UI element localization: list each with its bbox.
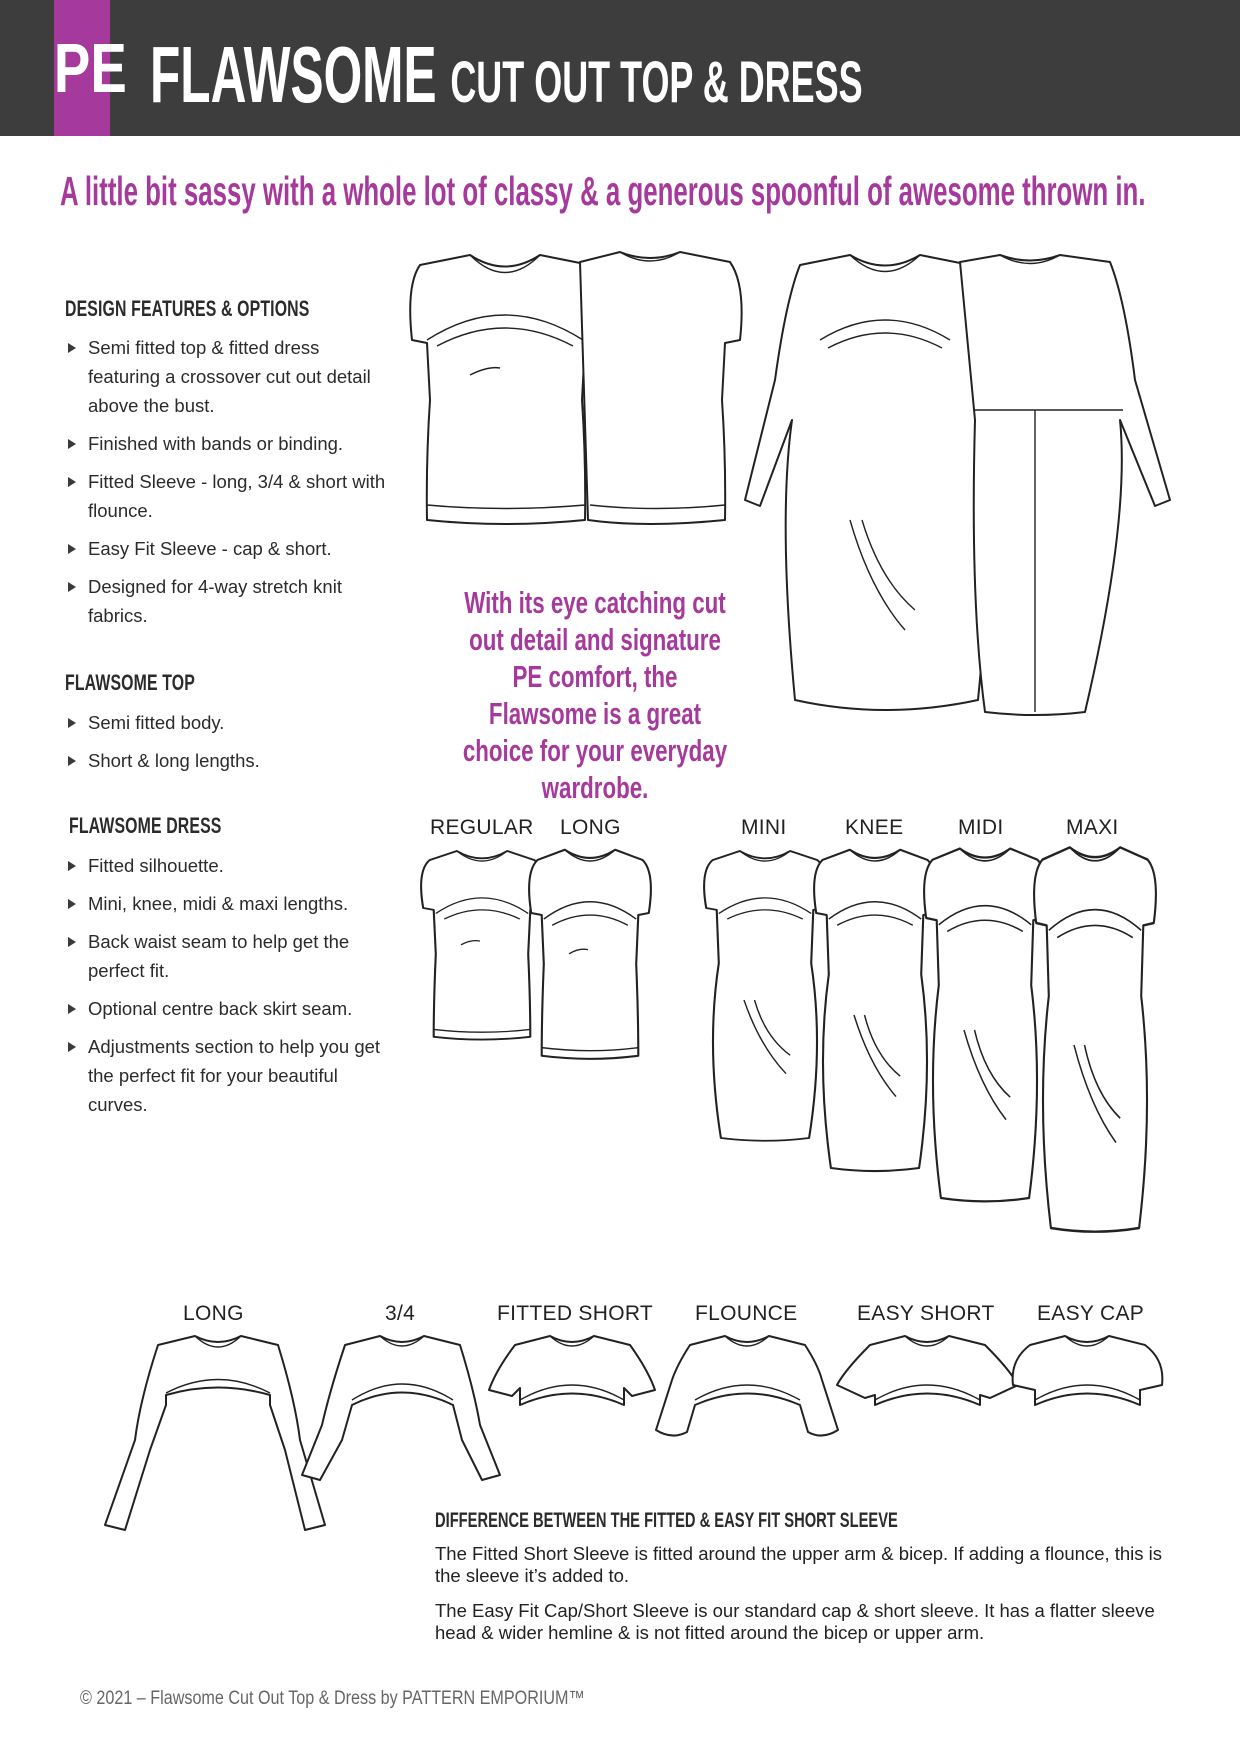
sleeve-fitted-short-illustration xyxy=(489,1336,655,1405)
top-front-illustration xyxy=(410,255,601,524)
list-item: Fitted silhouette. xyxy=(64,851,396,880)
list-item: Designed for 4-way stretch knit fabrics. xyxy=(64,572,396,630)
pe-logo: PE xyxy=(54,0,110,136)
list-item: Fitted Sleeve - long, 3/4 & short with flounce. xyxy=(64,467,396,525)
difference-heading: DIFFERENCE BETWEEN THE FITTED & EASY FIT SHORT SLEEVE xyxy=(435,1509,898,1532)
label-regular: REGULAR xyxy=(430,816,534,839)
dress-midi-illustration xyxy=(924,849,1046,1202)
label-sleeve-flounce: FLOUNCE xyxy=(695,1302,798,1325)
list-item: Semi fitted top & fitted dress featuring a crossover cut out detail above the bust. xyxy=(64,333,396,420)
list-item: Short & long lengths. xyxy=(64,746,396,775)
dress-mini-illustration xyxy=(704,851,826,1141)
top-back-illustration xyxy=(580,252,742,524)
difference-text-fitted: The Fitted Short Sleeve is fitted around the upper arm & bicep. If adding a flounce, this is the sleeve it’s added to. xyxy=(435,1543,1163,1586)
top-regular-illustration xyxy=(421,851,543,1040)
list-item: Easy Fit Sleeve - cap & short. xyxy=(64,534,396,563)
difference-text-easy: The Easy Fit Cap/Short Sleeve is our standard cap & short sleeve. It has a flatter sleeve head & wider hemline & is not fitted around the bicep or upper arm. xyxy=(435,1600,1155,1643)
list-item: Semi fitted body. xyxy=(64,708,396,737)
list-item: Mini, knee, midi & maxi lengths. xyxy=(64,889,396,918)
label-knee: KNEE xyxy=(845,816,904,839)
label-sleeve-fitted-short: FITTED SHORT xyxy=(497,1302,654,1325)
title-sub: CUT OUT TOP & DRESS xyxy=(450,50,863,115)
list-item: Optional centre back skirt seam. xyxy=(64,994,396,1023)
title-main: FLAWSOME xyxy=(150,30,437,119)
sleeve-easy-short-illustration xyxy=(837,1336,1018,1405)
sleeve-3-4-illustration xyxy=(302,1336,500,1480)
sleeve-easy-cap-illustration xyxy=(1013,1336,1163,1405)
dress-maxi-illustration xyxy=(1034,847,1156,1231)
tagline: A little bit sassy with a whole lot of classy & a generous spoonful of awesome thrown in. xyxy=(60,168,1146,214)
dress-back-illustration xyxy=(960,255,1170,715)
promo-text: With its eye catching cut out detail and signature PE comfort, the Flawsome is a great choice for your everyday wardrobe. xyxy=(462,585,728,805)
label-sleeve-easy-short: EASY SHORT xyxy=(857,1302,995,1325)
label-midi: MIDI xyxy=(958,816,1004,839)
top-long-illustration xyxy=(529,850,651,1059)
sleeve-long-illustration xyxy=(105,1336,325,1530)
footer-copyright: © 2021 – Flawsome Cut Out Top & Dress by PATTERN EMPORIUM™ xyxy=(80,1688,585,1709)
design-features-heading: DESIGN FEATURES & OPTIONS xyxy=(65,296,310,321)
list-item: Back waist seam to help get the perfect fit. xyxy=(64,927,396,985)
flawsome-top-heading: FLAWSOME TOP xyxy=(65,670,195,695)
label-sleeve-long: LONG xyxy=(183,1302,244,1325)
flawsome-dress-heading: FLAWSOME DRESS xyxy=(69,813,222,838)
label-sleeve-3-4: 3/4 xyxy=(385,1302,416,1325)
list-item: Adjustments section to help you get the perfect fit for your beautiful curves. xyxy=(64,1032,396,1119)
dress-knee-illustration xyxy=(814,850,936,1171)
label-mini: MINI xyxy=(741,816,787,839)
label-sleeve-easy-cap: EASY CAP xyxy=(1037,1302,1145,1325)
label-maxi: MAXI xyxy=(1066,816,1119,839)
sleeve-flounce-illustration xyxy=(656,1336,838,1436)
label-long-top: LONG xyxy=(560,816,621,839)
list-item: Finished with bands or binding. xyxy=(64,429,396,458)
